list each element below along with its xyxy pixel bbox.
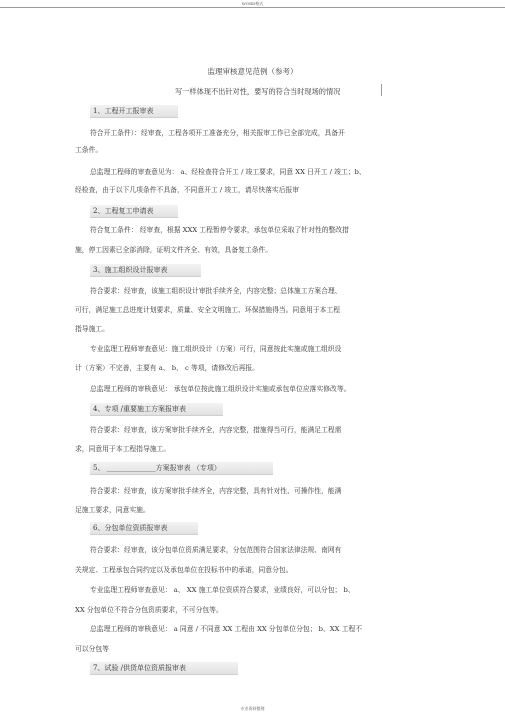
paragraph-line: XX 分包单位不符合分包资质要求，不可分包等。: [75, 606, 223, 614]
paragraph-line: 专业监理工程师审查意见： a、 XX 施工单位资质符合要求，业绩良好，可以分包； b、: [90, 586, 355, 594]
paragraph-line: 计（方案）不完善，主要有 a、 b、 c 等项，请修改后再报。: [75, 364, 259, 372]
page-header: WORD格式: [241, 1, 264, 6]
section-heading-7: 7、试验 /供货单位资质报审表: [90, 662, 238, 675]
paragraph-line: 足施工要求，同意实施。: [75, 506, 150, 514]
paragraph-line: 可以分包等: [75, 645, 109, 653]
paragraph-line: 符合开工条件）：经审查，工程各项开工准备充分，相关报审工作已全部完成，具备开: [90, 129, 345, 137]
paragraph-line: 总监理工程师的审查意见为： a、经检查符合开工 / 竣工要求，同意 XX 日开工 / 竣工；b、: [90, 168, 366, 176]
paragraph-line: 符合复工条件： 经审查，根据 XXX 工程暂停令要求，承包单位采取了针对性的整改措: [90, 226, 349, 234]
paragraph-line: 可行，满足施工总进度计划要求，质量、安全文明施工、环保措施得当。同意用于本工程: [75, 306, 341, 314]
paragraph-line: 施，停工因素已全部消除，证明文件齐全、有效，具备复工条件。: [75, 246, 273, 254]
section-heading-3: 3、施工组织设计报审表: [90, 264, 201, 277]
paragraph-line: 求，同意用于本工程指导施工。: [75, 445, 171, 453]
document-title: 监理审核意见范例（参考）: [207, 67, 298, 76]
paragraph-line: 专业监理工程师审查意见：施工组织设计（方案）可行，同意按此实施或施工组织设: [90, 345, 342, 353]
paragraph-line: 工条件。: [75, 146, 103, 154]
header-divider: [0, 7, 505, 8]
paragraph-line: 指导施工。: [75, 325, 109, 333]
section-heading-4: 4、专项 /重要施工方案报审表: [90, 403, 223, 416]
paragraph-line: 经检查，由于以下几项条件不具备，不同意开工 / 竣工，请尽快落实后报审: [75, 186, 300, 194]
section-heading-6: 6、分包单位资质报审表: [90, 522, 198, 535]
page-footer: 专业资料整理: [240, 706, 265, 711]
paragraph-line: 符合要求：经审查，该方案审批手续齐全，内容完整，具有针对性、可操作性，能满: [90, 487, 342, 495]
section-heading-5: 5、 ______________方案报审表 （专项）: [90, 462, 273, 475]
text-cursor-bar: [381, 84, 382, 96]
paragraph-line: 关规定、工程承包合同约定以及承包单位在投标书中的承诺，同意分包。: [75, 566, 293, 574]
section-heading-1: 1、工程开工报审表: [90, 105, 178, 118]
paragraph-line: 符合要求：经审查，该方案审批手续齐全，内容完整，措施得当可行，能满足工程需: [90, 426, 342, 434]
paragraph-line: 总监理工程师的审核意见： a 同意 / 不同意 XX 工程由 XX 分包单位分包； b、XX 工程不: [90, 625, 363, 633]
section-heading-2: 2、工程复工申请表: [90, 205, 178, 218]
document-subtitle: 写一样体现不出针对性，要写的符合当时现场的情况: [175, 87, 341, 96]
paragraph-line: 总监理工程师的审核意见： 承包单位按此施工组织设计实施或承包单位应落实修改等。: [90, 385, 351, 393]
paragraph-line: 符合要求：经审查，该分包单位资质满足要求，分包范围符合国家法律法规、南网有: [90, 546, 342, 554]
paragraph-line: 符合要求：经审查，该施工组织设计审批手续齐全，内容完整；总体施工方案合理、: [90, 287, 342, 295]
